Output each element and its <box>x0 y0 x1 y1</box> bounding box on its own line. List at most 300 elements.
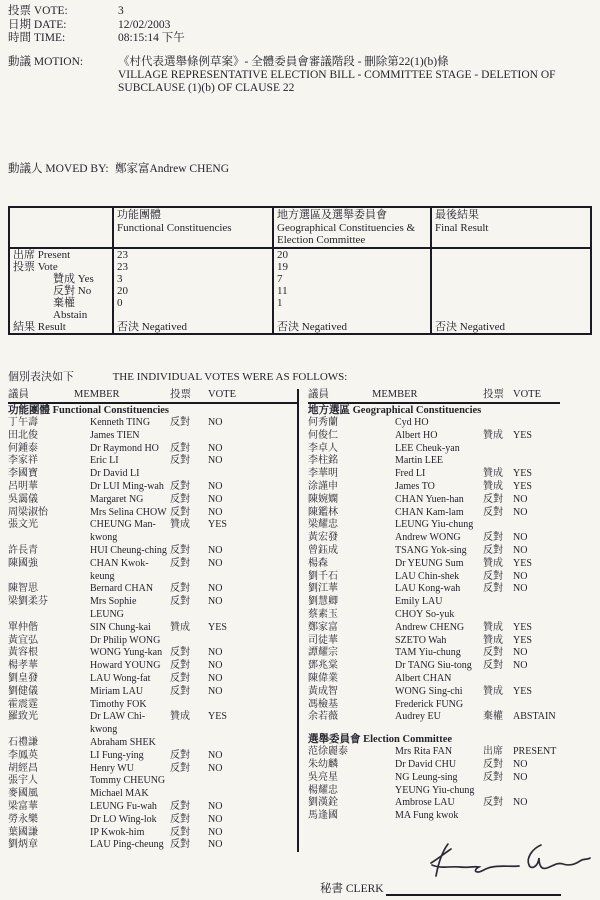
member-vote-zh: 贊成 <box>483 429 503 441</box>
member-name-en: Tommy CHEUNG <box>90 775 166 787</box>
member-header-en: MEMBER <box>74 389 120 400</box>
member-vote-en <box>513 455 560 468</box>
vote-row <box>8 660 297 673</box>
member-vote-en: NO <box>513 544 528 556</box>
member-vote-zh <box>483 609 513 622</box>
member-name-zh: 李鳳英 <box>8 749 38 761</box>
member-name-zh: 蔡素玉 <box>308 608 338 620</box>
member-vote-zh: 反對 <box>170 596 190 608</box>
member-vote-en: YES <box>513 468 532 480</box>
member-name-en: Margaret NG <box>90 493 144 505</box>
member-name-zh: 吳亮星 <box>308 771 338 783</box>
vote-row <box>8 583 297 596</box>
member-vote-zh <box>170 775 208 788</box>
member-vote-zh <box>483 673 513 686</box>
vote-number-row <box>8 5 185 19</box>
vote-number-value: 3 <box>118 5 124 17</box>
member-name-zh: 楊森 <box>308 557 328 569</box>
member-vote-zh <box>483 417 513 430</box>
left-column-header <box>8 389 297 404</box>
member-vote-zh: 贊成 <box>170 711 190 723</box>
summary-row <box>9 261 591 273</box>
member-vote-zh: 反對 <box>170 813 190 825</box>
member-name-en: LAU Wong-fat <box>90 672 151 684</box>
member-name-zh: 何俊仁 <box>308 429 338 441</box>
member-name-en: Abraham SHEK <box>90 736 156 748</box>
clerk-label: 秘書 CLERK <box>320 883 384 895</box>
member-name-en: Mrs Selina CHOW <box>90 506 167 518</box>
member-name-en: CHOY So-yuk <box>395 608 455 620</box>
member-vote-en: ABSTAIN <box>513 711 556 723</box>
vote-header-zh: 投票 <box>483 389 504 400</box>
member-vote-en <box>513 673 560 686</box>
member-name-zh: 李卓人 <box>308 442 338 454</box>
member-vote-zh <box>170 737 208 750</box>
summary-header-final-result: 最後結果 Final Result <box>431 207 591 248</box>
summary-row-label: 反對 No <box>9 285 113 297</box>
member-vote-en: YES <box>513 634 532 646</box>
member-name-zh: 楊耀忠 <box>308 784 338 796</box>
member-name-zh: 司徒華 <box>308 634 338 646</box>
member-name-zh: 劉慧卿 <box>308 596 338 608</box>
member-vote-en <box>208 788 297 801</box>
member-vote-zh <box>483 699 513 712</box>
member-vote-en: YES <box>208 711 227 723</box>
member-name-zh: 勞永樂 <box>8 813 38 825</box>
member-vote-en: NO <box>208 544 223 556</box>
summary-row-label: 結果 Result <box>9 321 113 334</box>
summary-functional-value: 23 <box>113 248 273 261</box>
vote-row <box>8 737 297 750</box>
individual-votes-columns <box>8 389 592 852</box>
member-name-en: Dr David CHU <box>395 758 457 770</box>
vote-row <box>8 622 297 635</box>
individual-votes-title <box>8 371 347 384</box>
member-vote-zh: 反對 <box>170 800 190 812</box>
member-vote-en: NO <box>208 493 223 505</box>
member-vote-en <box>208 468 297 481</box>
member-name-en: Mrs Rita FAN <box>395 746 453 758</box>
motion-text-en: VILLAGE REPRESENTATIVE ELECTION BILL - COMMITTEE STAGE - DELETION OF SUBCLAUSE (1)(b) OF CLAUSE 22 <box>118 69 556 94</box>
summary-geographical-value: 19 <box>273 261 431 273</box>
member-vote-en <box>513 443 560 456</box>
time-row <box>8 32 185 46</box>
member-vote-en: YES <box>513 480 532 492</box>
member-vote-en <box>513 810 560 823</box>
member-vote-en <box>513 519 560 532</box>
member-vote-zh: 反對 <box>170 685 190 697</box>
member-vote-zh <box>483 810 513 823</box>
member-vote-zh <box>483 596 513 609</box>
member-vote-en <box>513 417 560 430</box>
vote-row <box>308 443 560 456</box>
member-vote-en <box>513 609 560 622</box>
member-name-en: CHAN Yuen-han <box>395 493 464 505</box>
member-vote-zh <box>483 455 513 468</box>
vote-header-en: VOTE <box>513 389 541 400</box>
member-vote-zh: 出席 <box>483 746 503 758</box>
member-name-zh: 張宇人 <box>8 775 38 787</box>
member-name-en: Howard YOUNG <box>90 660 161 672</box>
member-name-en: Bernard CHAN <box>90 583 154 595</box>
member-vote-en <box>208 635 297 648</box>
member-name-en: LAU Chin-shek <box>395 570 460 582</box>
member-name-en: NG Leung-sing <box>395 771 458 783</box>
vote-row <box>8 814 297 827</box>
vote-row <box>308 699 560 712</box>
member-name-zh: 曾鈺成 <box>308 544 338 556</box>
vote-row <box>8 519 297 545</box>
member-name-zh: 劉皇發 <box>8 672 38 684</box>
vote-row <box>8 775 297 788</box>
member-name-en: LAU Kong-wah <box>395 583 461 595</box>
member-name-zh: 黃成智 <box>308 685 338 697</box>
functional-constituencies-column <box>8 389 297 852</box>
vote-row <box>308 797 560 810</box>
vote-row <box>8 455 297 468</box>
functional-group-title: 功能團體 Functional Constituencies <box>8 405 170 416</box>
summary-row-label: 贊成 Yes <box>9 273 113 285</box>
vote-row <box>308 583 560 596</box>
vote-row <box>308 622 560 635</box>
summary-row <box>9 321 591 334</box>
member-name-en: Kenneth TING <box>90 417 151 428</box>
vote-row <box>8 596 297 622</box>
member-name-zh: 胡經昌 <box>8 762 38 774</box>
member-name-zh: 梁耀忠 <box>308 519 338 531</box>
member-vote-en: NO <box>208 672 223 684</box>
summary-final-value <box>431 261 591 273</box>
member-name-zh: 陳鑑林 <box>308 506 338 518</box>
member-vote-zh: 反對 <box>483 771 503 783</box>
member-vote-en: YES <box>513 557 532 569</box>
date-row <box>8 19 185 33</box>
time-label: 時間 TIME: <box>8 32 66 44</box>
member-name-zh: 陳偉業 <box>308 672 338 684</box>
summary-header-geographical: 地方選區及選舉委員會 Geographical Constituencies & Election Committee <box>273 207 431 248</box>
member-header-zh: 議員 <box>8 389 29 400</box>
member-name-en: James TIEN <box>90 429 140 441</box>
summary-geographical-value: 1 <box>273 297 431 321</box>
member-name-zh: 石禮謙 <box>8 736 38 748</box>
summary-geographical-value: 11 <box>273 285 431 297</box>
member-name-en: Fred LI <box>395 468 426 480</box>
member-vote-en: NO <box>513 493 528 505</box>
member-vote-zh: 贊成 <box>170 621 190 633</box>
member-vote-en: YES <box>513 621 532 633</box>
member-vote-zh: 反對 <box>170 442 190 454</box>
summary-header-row <box>9 207 591 248</box>
vote-row <box>308 711 560 724</box>
summary-header-empty <box>9 207 113 248</box>
member-vote-en <box>513 596 560 609</box>
member-name-en: TSANG Yok-sing <box>395 544 467 556</box>
summary-row-label: 出席 Present <box>9 248 113 261</box>
member-name-zh: 單仲偕 <box>8 621 38 633</box>
member-name-zh: 李國寶 <box>8 468 38 480</box>
moved-by-row <box>8 163 229 176</box>
motion-row <box>8 56 576 95</box>
member-name-en: CHAN Kwok-keung <box>90 557 149 582</box>
member-vote-zh: 反對 <box>170 762 190 774</box>
member-name-en: Dr LAW Chi-kwong <box>90 711 146 736</box>
member-name-en: Emily LAU <box>395 596 443 608</box>
member-name-en: LEUNG Yiu-chung <box>395 519 474 531</box>
summary-functional-value: 否決 Negatived <box>113 321 273 334</box>
member-vote-zh: 贊成 <box>483 621 503 633</box>
member-name-zh: 陳婉嫻 <box>308 493 338 505</box>
member-vote-en: NO <box>513 532 528 544</box>
geographical-ec-column <box>297 389 560 852</box>
member-name-en: Dr LUI Ming-wah <box>90 480 164 492</box>
member-vote-en: NO <box>513 797 528 809</box>
member-name-en: TAM Yiu-chung <box>395 647 461 659</box>
member-name-zh: 何秀蘭 <box>308 417 338 428</box>
vote-row <box>308 468 560 481</box>
member-name-en: Martin LEE <box>395 455 444 467</box>
member-vote-zh: 反對 <box>483 544 503 556</box>
member-name-zh: 許長青 <box>8 544 38 556</box>
member-vote-zh: 反對 <box>483 647 503 659</box>
vote-number-label: 投票 VOTE: <box>8 5 68 17</box>
vote-row <box>308 647 560 660</box>
member-vote-en: NO <box>208 583 223 595</box>
vote-row <box>8 494 297 507</box>
member-name-zh: 陳智思 <box>8 583 38 595</box>
member-name-en: Michael MAK <box>90 788 149 800</box>
member-vote-zh <box>170 699 208 712</box>
moved-by-value: 鄭家富Andrew CHENG <box>115 163 230 175</box>
vote-row <box>308 417 560 430</box>
member-name-en: WONG Yung-kan <box>90 647 163 659</box>
member-vote-zh: 贊成 <box>483 634 503 646</box>
member-vote-zh <box>170 430 208 443</box>
member-vote-zh: 反對 <box>483 660 503 672</box>
summary-final-value: 否決 Negatived <box>431 321 591 334</box>
member-vote-en: NO <box>208 800 223 812</box>
member-vote-zh: 反對 <box>170 455 190 467</box>
member-name-en: Dr LO Wing-lok <box>90 813 157 825</box>
vote-row <box>8 507 297 520</box>
member-vote-en: NO <box>208 480 223 492</box>
member-name-zh: 田北俊 <box>8 429 38 441</box>
vote-row <box>308 772 560 785</box>
vote-row <box>308 507 560 520</box>
member-name-zh: 涂謹申 <box>308 480 338 492</box>
vote-row <box>308 494 560 507</box>
member-vote-en: YES <box>513 429 532 441</box>
summary-row-label: 棄權 Abstain <box>9 297 113 321</box>
member-vote-zh: 反對 <box>170 557 190 569</box>
motion-text-zh: 《村代表選舉條例草案》- 全體委員會審議階段 - 刪除第22(1)(b)條 <box>118 56 449 68</box>
member-vote-zh: 反對 <box>170 672 190 684</box>
member-vote-en: NO <box>513 771 528 783</box>
member-name-zh: 梁富華 <box>8 800 38 812</box>
member-vote-zh: 贊成 <box>483 468 503 480</box>
member-name-zh: 李華明 <box>308 468 338 480</box>
member-name-zh: 張文光 <box>8 519 38 531</box>
individual-votes-title-en: THE INDIVIDUAL VOTES WERE AS FOLLOWS: <box>112 371 348 383</box>
member-vote-en: NO <box>208 647 223 659</box>
member-vote-zh <box>170 468 208 481</box>
member-vote-en <box>208 737 297 750</box>
member-name-zh: 劉江華 <box>308 583 338 595</box>
vote-row <box>8 788 297 801</box>
member-vote-en <box>208 430 297 443</box>
member-name-zh: 霍震霆 <box>8 698 38 710</box>
vote-row <box>8 827 297 840</box>
vote-row <box>308 545 560 558</box>
member-vote-zh: 反對 <box>170 749 190 761</box>
vote-header-zh: 投票 <box>170 389 191 400</box>
member-vote-en: NO <box>208 762 223 774</box>
member-name-en: CHAN Kam-lam <box>395 506 464 518</box>
member-name-en: MA Fung kwok <box>395 810 459 822</box>
member-vote-zh: 贊成 <box>483 557 503 569</box>
vote-row <box>8 481 297 494</box>
member-vote-zh: 贊成 <box>170 519 190 531</box>
member-name-en: Eric LI <box>90 455 119 467</box>
member-name-en: James TO <box>395 480 435 492</box>
member-name-zh: 余若薇 <box>308 711 338 723</box>
summary-final-value <box>431 248 591 261</box>
member-name-en: LEE Cheuk-yan <box>395 442 460 454</box>
vote-row <box>8 750 297 763</box>
vote-row <box>8 558 297 584</box>
member-vote-zh: 贊成 <box>483 480 503 492</box>
vote-row <box>8 417 297 430</box>
member-vote-zh: 反對 <box>170 480 190 492</box>
member-name-zh: 黃宜弘 <box>8 634 38 646</box>
member-vote-zh: 反對 <box>170 583 190 595</box>
member-name-en: HUI Cheung-ching <box>90 544 167 556</box>
member-vote-zh: 反對 <box>170 417 190 428</box>
vote-row <box>308 810 560 823</box>
member-vote-en: NO <box>208 442 223 454</box>
member-name-zh: 羅致光 <box>8 711 38 723</box>
member-header-en: MEMBER <box>372 389 418 400</box>
vote-row <box>8 673 297 686</box>
member-name-zh: 劉健儀 <box>8 685 38 697</box>
vote-header-en: VOTE <box>208 389 236 400</box>
clerk-signature-row <box>320 880 561 896</box>
member-vote-en: NO <box>513 758 528 770</box>
member-vote-zh: 棄權 <box>483 711 503 723</box>
member-vote-en: NO <box>208 417 223 428</box>
member-name-zh: 呂明華 <box>8 480 38 492</box>
member-name-en: Albert CHAN <box>395 672 452 684</box>
summary-geographical-value: 否決 Negatived <box>273 321 431 334</box>
member-vote-zh <box>483 519 513 532</box>
member-name-en: Andrew WONG <box>395 532 461 544</box>
member-name-en: CHEUNG Man-kwong <box>90 519 156 544</box>
member-vote-zh: 反對 <box>170 839 190 851</box>
document-header <box>8 5 185 46</box>
member-vote-en: YES <box>513 685 532 697</box>
member-name-en: Timothy FOK <box>90 698 147 710</box>
summary-final-value <box>431 297 591 321</box>
member-name-zh: 麥國風 <box>8 788 38 800</box>
member-vote-zh: 反對 <box>170 647 190 659</box>
member-vote-en: NO <box>208 685 223 697</box>
member-name-en: LEUNG Fu-wah <box>90 800 157 812</box>
member-vote-en <box>208 775 297 788</box>
member-name-zh: 何鍾泰 <box>8 442 38 454</box>
member-name-en: Miriam LAU <box>90 685 144 697</box>
member-name-en: Cyd HO <box>395 417 429 428</box>
member-vote-en: NO <box>513 647 528 659</box>
date-label: 日期 DATE: <box>8 18 67 31</box>
member-name-zh: 丁午壽 <box>8 417 38 428</box>
summary-row <box>9 248 591 261</box>
member-vote-en: NO <box>208 506 223 518</box>
member-name-en: Andrew CHENG <box>395 621 465 633</box>
moved-by-label: 動議人 MOVED BY: <box>8 163 109 175</box>
vote-summary-table <box>8 206 592 335</box>
vote-row <box>308 660 560 673</box>
member-name-zh: 劉炳章 <box>8 839 38 851</box>
vote-row <box>308 635 560 648</box>
vote-row <box>308 785 560 798</box>
summary-final-value <box>431 285 591 297</box>
member-vote-en: NO <box>513 660 528 672</box>
vote-row <box>308 686 560 699</box>
member-vote-zh: 反對 <box>170 493 190 505</box>
member-vote-zh: 反對 <box>483 493 503 505</box>
geographical-group-title: 地方選區 Geographical Constituencies <box>308 405 482 416</box>
summary-row <box>9 273 591 285</box>
member-name-en: Dr David LI <box>90 468 140 480</box>
member-vote-en: NO <box>208 660 223 672</box>
vote-row <box>308 571 560 584</box>
vote-row <box>308 519 560 532</box>
member-vote-zh <box>483 443 513 456</box>
summary-row <box>9 285 591 297</box>
vote-row <box>8 635 297 648</box>
member-vote-en: NO <box>208 557 223 569</box>
member-name-en: WONG Sing-chi <box>395 685 463 697</box>
vote-row <box>308 759 560 772</box>
member-name-en: Dr TANG Siu-tong <box>395 660 472 672</box>
member-name-en: Frederick FUNG <box>395 698 464 710</box>
vote-row <box>8 443 297 456</box>
member-name-zh: 陳國強 <box>8 557 38 569</box>
vote-row <box>308 481 560 494</box>
member-vote-zh <box>483 785 513 798</box>
member-vote-zh: 反對 <box>170 826 190 838</box>
summary-functional-value: 20 <box>113 285 273 297</box>
member-name-zh: 鄧兆棠 <box>308 660 338 672</box>
member-vote-en <box>208 699 297 712</box>
member-name-zh: 李柱銘 <box>308 455 338 467</box>
vote-row <box>308 455 560 468</box>
member-name-en: Audrey EU <box>395 711 441 723</box>
vote-row <box>308 532 560 545</box>
member-name-zh: 譚耀宗 <box>308 647 338 659</box>
date-value: 12/02/2003 <box>118 18 171 31</box>
member-name-zh: 朱幼麟 <box>308 758 338 770</box>
vote-row <box>8 430 297 443</box>
individual-votes-title-zh: 個別表決如下 <box>8 371 74 383</box>
summary-header-functional: 功能團體 Functional Constituencies <box>113 207 273 248</box>
member-name-en: YEUNG Yiu-chung <box>395 784 475 796</box>
member-name-zh: 馬逢國 <box>308 810 338 822</box>
member-vote-zh: 反對 <box>483 506 503 518</box>
member-vote-zh: 反對 <box>170 544 190 556</box>
member-name-en: SZETO Wah <box>395 634 447 646</box>
vote-row <box>308 596 560 609</box>
member-name-en: LI Fung-ying <box>90 749 144 761</box>
